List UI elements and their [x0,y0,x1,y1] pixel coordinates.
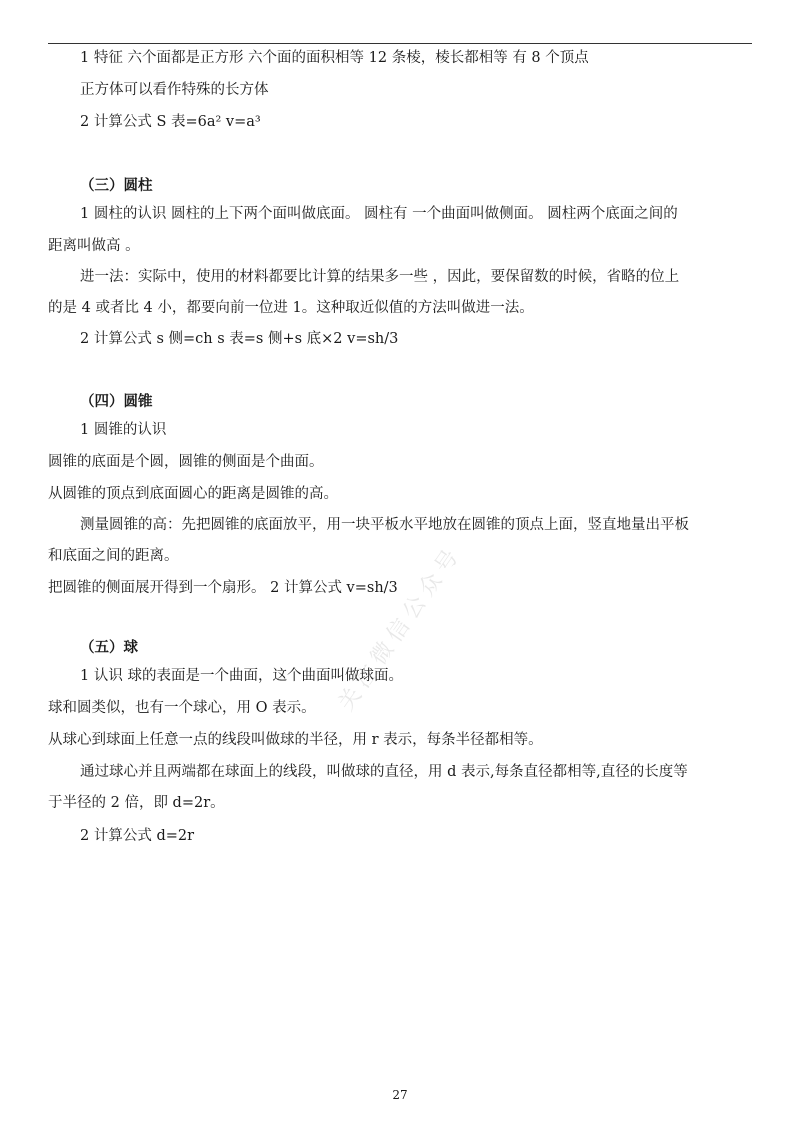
section-cone-heading: （四）圆锥 [80,393,153,410]
cube-note: 正方体可以看作特殊的长方体 [80,82,269,98]
cone-measure-cont: 和底面之间的距离。 [48,548,179,564]
header-rule [48,43,752,44]
section-cylinder-heading: （三）圆柱 [80,177,153,194]
cylinder-formula: 2 计算公式 s 侧=ch s 表=s 侧+s 底×2 v=sh/3 [80,331,399,347]
round-up-method-cont: 的是 4 或者比 4 小，都要向前一位进 1。这种取近似值的方法叫做进一法。 [48,300,534,316]
cylinder-definition-cont: 距离叫做高 。 [48,238,140,254]
section-sphere-heading: （五）球 [80,639,138,656]
cube-features: 1 特征 六个面都是正方形 六个面的面积相等 12 条棱，棱长都相等 有 8 个顶点 [80,50,589,66]
cube-formula: 2 计算公式 S 表=6a² v=a³ [80,114,261,130]
sphere-diameter: 通过球心并且两端都在球面上的线段，叫做球的直径，用 d 表示,每条直径都相等,直径的长度等 [80,764,688,780]
cone-subheading: 1 圆锥的认识 [80,422,167,438]
sphere-formula: 2 计算公式 d=2r [80,828,195,844]
cylinder-definition: 1 圆柱的认识 圆柱的上下两个面叫做底面。 圆柱有 一个曲面叫做侧面。 圆柱两个底面之间的 [80,206,678,222]
sphere-center: 球和圆类似，也有一个球心，用 O 表示。 [48,700,316,716]
cone-height: 从圆锥的顶点到底面圆心的距离是圆锥的高。 [48,486,338,502]
sphere-radius: 从球心到球面上任意一点的线段叫做球的半径，用 r 表示，每条半径都相等。 [48,732,543,748]
sphere-diameter-cont: 于半径的 2 倍，即 d=2r。 [48,795,225,811]
page-number: 27 [392,1088,408,1102]
watermark: 关注微信公众号 [334,540,467,716]
cone-measure: 测量圆锥的高：先把圆锥的底面放平，用一块平板水平地放在圆锥的顶点上面，竖直地量出平板 [80,517,689,533]
cone-formula: 把圆锥的侧面展开得到一个扇形。 2 计算公式 v=sh/3 [48,580,398,596]
round-up-method: 进一法：实际中，使用的材料都要比计算的结果多一些 ，因此，要保留数的时候，省略的位上 [80,269,680,285]
cone-base: 圆锥的底面是个圆，圆锥的侧面是个曲面。 [48,454,324,470]
sphere-definition: 1 认识 球的表面是一个曲面，这个曲面叫做球面。 [80,668,403,684]
